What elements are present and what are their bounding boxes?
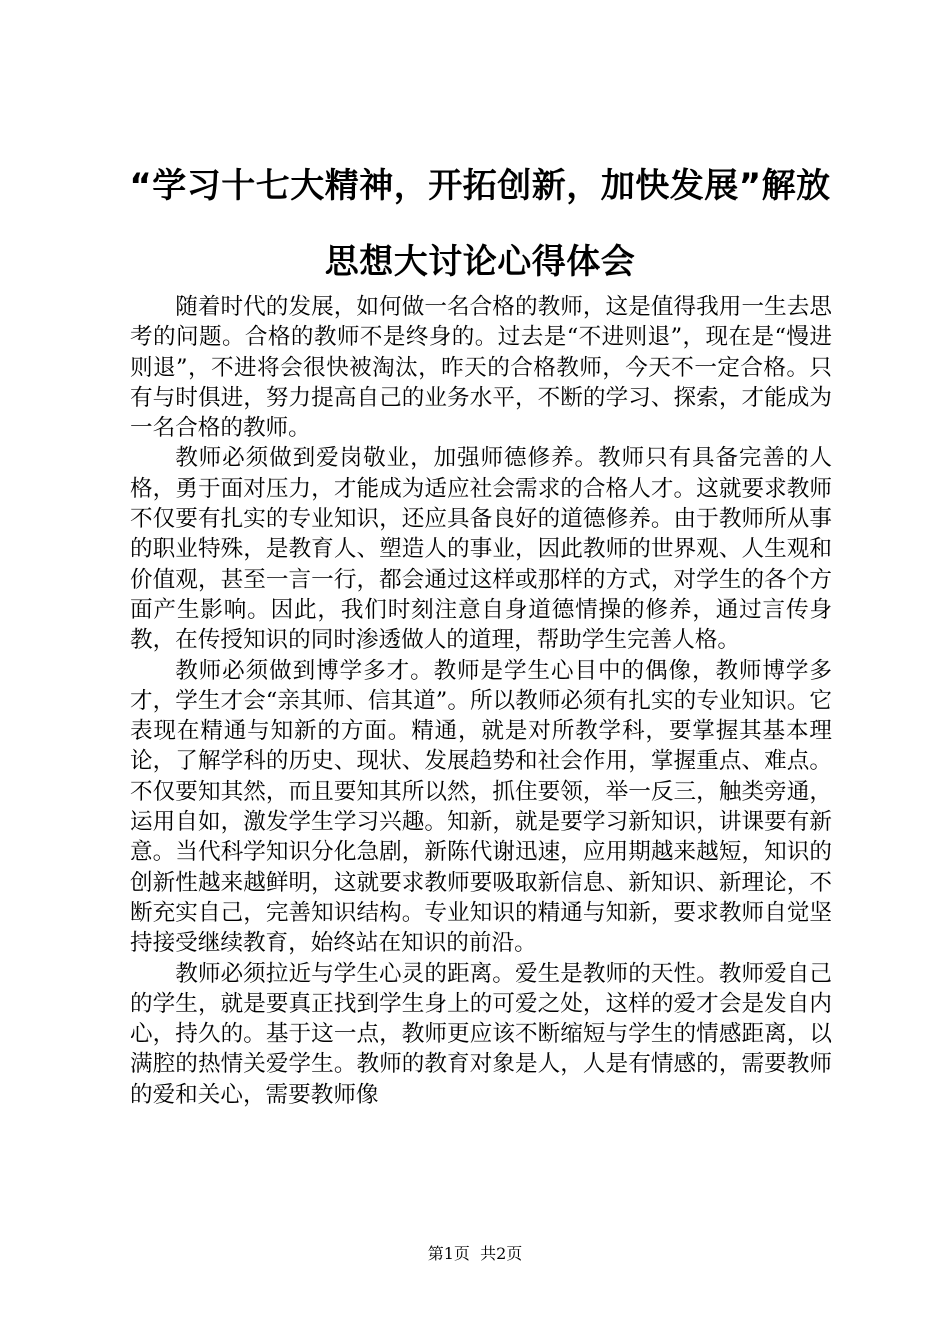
paragraph: 教师必须拉近与学生心灵的距离。爱生是教师的天性。教师爱自己的学生，就是要真正找到学生身上的可爱之处，这样的爱才会是发自内心，持久的。基于这一点，教师更应该不断缩短与学生的情感距离，以满腔的热情关爱学生。教师的教育对象是人，人是有情感的，需要教师的爱和关心，需要教师像 (130, 960, 832, 1108)
footer-separator (470, 1244, 480, 1263)
document-title: “学习十七大精神，开拓创新，加快发展”解放思想大讨论心得体会 (129, 166, 831, 282)
page-total: 共2页 (480, 1244, 523, 1263)
paragraph: 教师必须做到爱岗敬业，加强师德修养。教师只有具备完善的人格，勇于面对压力，才能成为适应社会需求的合格人才。这就要求教师不仅要有扎实的专业知识，还应具备良好的道德修养。由于教师所从事的职业特殊，是教育人、塑造人的事业，因此教师的世界观、人生观和价值观，甚至一言一行，都会通过这样或那样的方式，对学生的各个方面产生影响。因此，我们时刻注意自身道德情操的修养，通过言传身教，在传授知识的同时渗透做人的道理，帮助学生完善人格。 (130, 445, 832, 654)
page-number: 第1页 (427, 1244, 470, 1263)
paragraph: 随着时代的发展，如何做一名合格的教师，这是值得我用一生去思考的问题。合格的教师不是终身的。过去是“不进则退”，现在是“慢进则退”，不进将会很快被淘汰，昨天的合格教师，今天不一定合格。只有与时俱进，努力提高自己的业务水平，不断的学习、探索，才能成为一名合格的教师。 (130, 294, 832, 442)
document-body (130, 292, 832, 1110)
page-footer (0, 1244, 950, 1264)
paragraph: 教师必须做到博学多才。教师是学生心目中的偶像，教师博学多才，学生才会“亲其师、信其道”。所以教师必须有扎实的专业知识。它表现在精通与知新的方面。精通，就是对所教学科，要掌握其基本理论，了解学科的历史、现状、发展趋势和社会作用，掌握重点、难点。不仅要知其然，而且要知其所以然，抓住要领，举一反三，触类旁通，运用自如，激发学生学习兴趣。知新，就是要学习新知识，讲课要有新意。当代科学知识分化急剧，新陈代谢迅速，应用期越来越短，知识的创新性越来越鲜明，这就要求教师要吸取新信息、新知识、新理论，不断充实自己，完善知识结构。专业知识的精通与知新，要求教师自觉坚持接受继续教育，始终站在知识的前沿。 (130, 657, 832, 957)
